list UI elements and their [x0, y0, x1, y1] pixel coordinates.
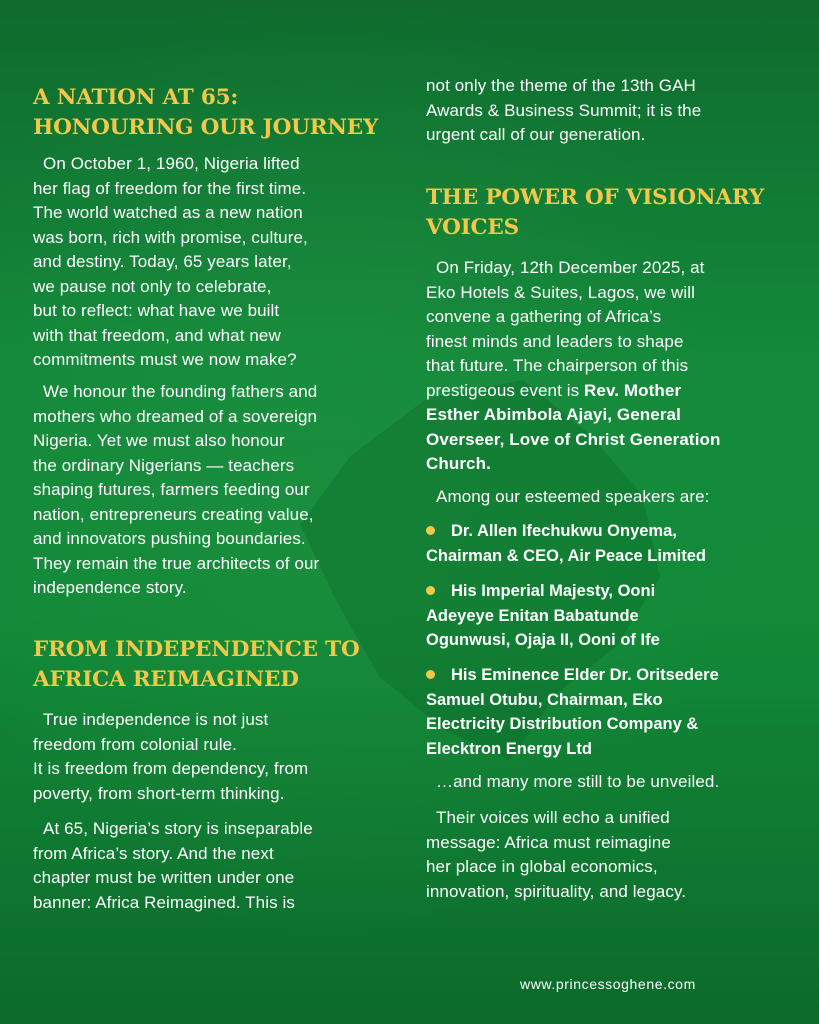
- paragraph-event-details: On Friday, 12th December 2025, at Eko Hotels & Suites, Lagos, we will convene a gathering of Africa’s finest minds and leaders to shape that future. The chairperson of this prestigeous event is Rev. Mother Esther Abimbola Ajayi, General Overseer, Love of Christ Generation Church.: [426, 258, 721, 473]
- chairperson-name: Rev. Mother: [584, 380, 682, 400]
- paragraph-true-independence: True independence is not just freedom from colonial rule. It is freedom from dependency, from poverty, from short-term thinking.: [33, 710, 309, 803]
- heading-independence-africa: FROM INDEPENDENCE TO AFRICA REIMAGINED: [33, 637, 360, 692]
- paragraph-theme-continuation: not only the theme of the 13th GAH Awards & Business Summit; it is the urgent call of our generation.: [426, 76, 702, 144]
- paragraph-october-1960: On October 1, 1960, Nigeria lifted her flag of freedom for the first time. The world watched as a new nation was born, rich with promise, culture, and destiny. Today, 65 years later, we pause not only to celebrate, but to reflect: what have we built with that freedom, and what new commitments must we now make?: [33, 154, 308, 369]
- paragraph-at-65: At 65, Nigeria’s story is inseparable from Africa’s story. And the next chapter must be written under one banner: Africa Reimagined. This is: [33, 819, 313, 912]
- speakers-intro: Among our esteemed speakers are:: [436, 487, 710, 506]
- paragraph-their-voices: Their voices will echo a unified message: Africa must reimagine her place in global economics, innovation, spirituality, and legacy.: [426, 808, 687, 901]
- more-speakers-note: …and many more still to be unveiled.: [436, 772, 720, 791]
- bullet-dot-icon: [426, 586, 435, 595]
- speaker-item: Dr. Allen Ifechukwu Onyema, Chairman & CEO, Air Peace Limited: [426, 522, 706, 565]
- heading-nation-at-65: A NATION AT 65: HONOURING OUR JOURNEY: [33, 85, 379, 140]
- speaker-item: His Imperial Majesty, Ooni Adeyeye Enitan Babatunde Ogunwusi, Ojaja II, Ooni of Ife: [426, 582, 660, 649]
- heading-visionary-voices: THE POWER OF VISIONARY VOICES: [426, 185, 764, 240]
- website-url: www.princessoghene.com: [520, 976, 696, 992]
- speaker-item: His Eminence Elder Dr. Oritsedere Samuel Otubu, Chairman, Eko Electricity Distribution Company & Elecktron Energy Ltd: [426, 666, 719, 758]
- bullet-dot-icon: [426, 670, 435, 679]
- paragraph-founding-fathers: We honour the founding fathers and mothers who dreamed of a sovereign Nigeria. Yet we must also honour the ordinary Nigerians — teachers shaping futures, farmers feeding our nation, entrepreneurs creating value, and innovators pushing boundaries. They remain the true architects of our independence story.: [33, 382, 320, 597]
- bullet-dot-icon: [426, 526, 435, 535]
